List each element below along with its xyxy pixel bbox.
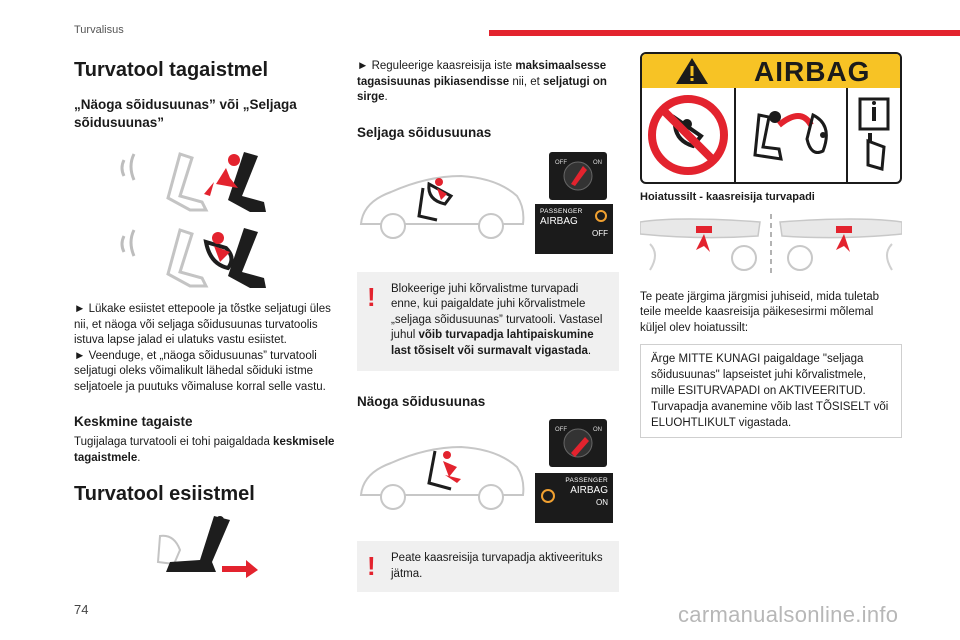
subsection-title: „Näoga sõidusuunas” või „Seljaga sõidusuunas”	[74, 97, 297, 130]
seat-rear-facing-icon	[118, 222, 336, 294]
indicator-line1: PASSENGER	[565, 477, 608, 484]
warning-box-front	[357, 541, 619, 592]
passenger-airbag-on-indicator	[535, 473, 613, 523]
airbag-on-icon	[541, 489, 555, 503]
middle-text-part: Tugijalaga turvatooli ei tohi paigaldada	[74, 436, 274, 448]
no-rear-seat-icon	[642, 88, 736, 182]
adjust-text-end: .	[384, 91, 388, 103]
airbag-label-text: AIRBAG	[754, 56, 871, 87]
airbag-label-header	[642, 54, 900, 88]
header-accent-bar	[489, 30, 960, 36]
manual-book-icon	[848, 88, 900, 182]
airbag-warning-label-icon	[640, 52, 902, 184]
section-label: Turvalisus	[74, 24, 124, 36]
front-seat-title: Turvatool esiistmel	[74, 483, 255, 505]
exclamation-icon: !	[367, 551, 376, 581]
airbag-switch-panel	[549, 152, 607, 200]
airbag-label-panels	[642, 88, 900, 182]
dial-on-label: ON	[593, 427, 602, 433]
column-right	[640, 52, 902, 438]
forward-facing-heading: Näoga sõidusuunas	[357, 394, 486, 409]
middle-seat-heading: Keskmine tagaiste	[74, 414, 193, 429]
label-caption: Hoiatussilt - kaasreisija turvapadi	[640, 191, 815, 203]
notice-text: Ärge MITTE KUNAGI paigaldage "seljaga sõidusuunas" lapseistet juhi kõrvalistmele, mille ESITURVAPADI on AKTIVEERITUD. Turvapadja avanemine võib last TÕSISELT või ELUOHTLIKULT vigastada.	[651, 353, 889, 429]
middle-text-end: .	[137, 451, 141, 464]
bullet-2: ► Veenduge, et „näoga sõidusuunas” turvatooli seljatugi oleks võimalikult lähedal sõiduki istme seljatoele ja puutuks võimaluse korral selle vastu.	[74, 349, 326, 393]
warning-triangle-icon	[672, 54, 712, 88]
car-forward-facing-seat-icon	[357, 437, 529, 517]
bullet-1: ► Lükake esiistet ettepoole ja tõstke seljatugi üles nii, et näoga või seljaga sõidusuunas turvatoolis istuva lapse jalad ei ulatuks vastu esiistet.	[74, 303, 331, 346]
adjust-text-part: ► Reguleerige kaasreisija iste	[357, 60, 516, 72]
page-title: Turvatool tagaistmel	[74, 59, 269, 81]
column-left	[74, 52, 336, 578]
car-rear-facing-seat-icon	[357, 166, 529, 246]
notice-box	[640, 344, 902, 438]
airbag-off-icon	[595, 210, 607, 222]
middle-text-bold: keskmisele tagaistmele	[74, 436, 335, 464]
dial-off-label: OFF	[555, 159, 567, 166]
middle-seat-text	[74, 435, 336, 466]
seat-forward-icon	[118, 148, 336, 220]
adjust-text-bold: maksimaalsesse tagasisuunas pikiasendisse	[357, 60, 607, 88]
warning-rear-end: .	[587, 344, 592, 357]
indicator-line3: OFF	[592, 228, 608, 238]
adjust-text-mid: nii, et	[509, 75, 544, 88]
dial-off-label: OFF	[555, 427, 567, 433]
indicator-line2: AIRBAG	[540, 215, 578, 227]
column-middle	[357, 52, 619, 592]
instructions-text: Te peate järgima järgmisi juhiseid, mida tuletab teile meelde kaasreisija päikesesirmi mõlemal küljel olev hoiatussilt:	[640, 290, 880, 334]
indicator-line2: AIRBAG	[570, 485, 608, 496]
rear-facing-illustration	[357, 152, 619, 260]
airbag-switch-panel-on	[549, 419, 607, 467]
page-number: 74	[74, 602, 89, 617]
airbag-deploy-icon	[736, 88, 848, 182]
sun-visor-icon	[640, 214, 902, 276]
rear-facing-heading: Seljaga sõidusuunas	[357, 124, 492, 140]
indicator-line3: ON	[596, 498, 608, 507]
watermark: carmanualsonline.info	[678, 602, 899, 627]
warning-front-text: Peate kaasreisija turvapadja aktiveerituks jätma.	[391, 552, 603, 580]
warning-rear-text: Blokeerige juhi kõrvalistme turvapadi enne, kui paigaldate juhi kõrvalistmele „seljaga sõidusuunas” turvatooli. Vastasel juhul	[391, 282, 603, 341]
exclamation-icon: !	[367, 281, 376, 312]
dial-on-label: ON	[593, 159, 602, 166]
adjust-instruction	[357, 59, 619, 106]
warning-box-rear	[357, 272, 619, 372]
forward-facing-illustration	[357, 419, 619, 529]
front-seat-adjust-icon	[150, 514, 336, 578]
indicator-line1: PASSENGER	[540, 207, 583, 215]
passenger-airbag-off-indicator	[535, 204, 613, 254]
warning-rear-bold: võib turvapadja lahtipaiskumine last tõsiselt või surmavalt vigastada	[391, 329, 594, 357]
adjust-text-bold2: seljatugi on sirge	[357, 75, 607, 103]
